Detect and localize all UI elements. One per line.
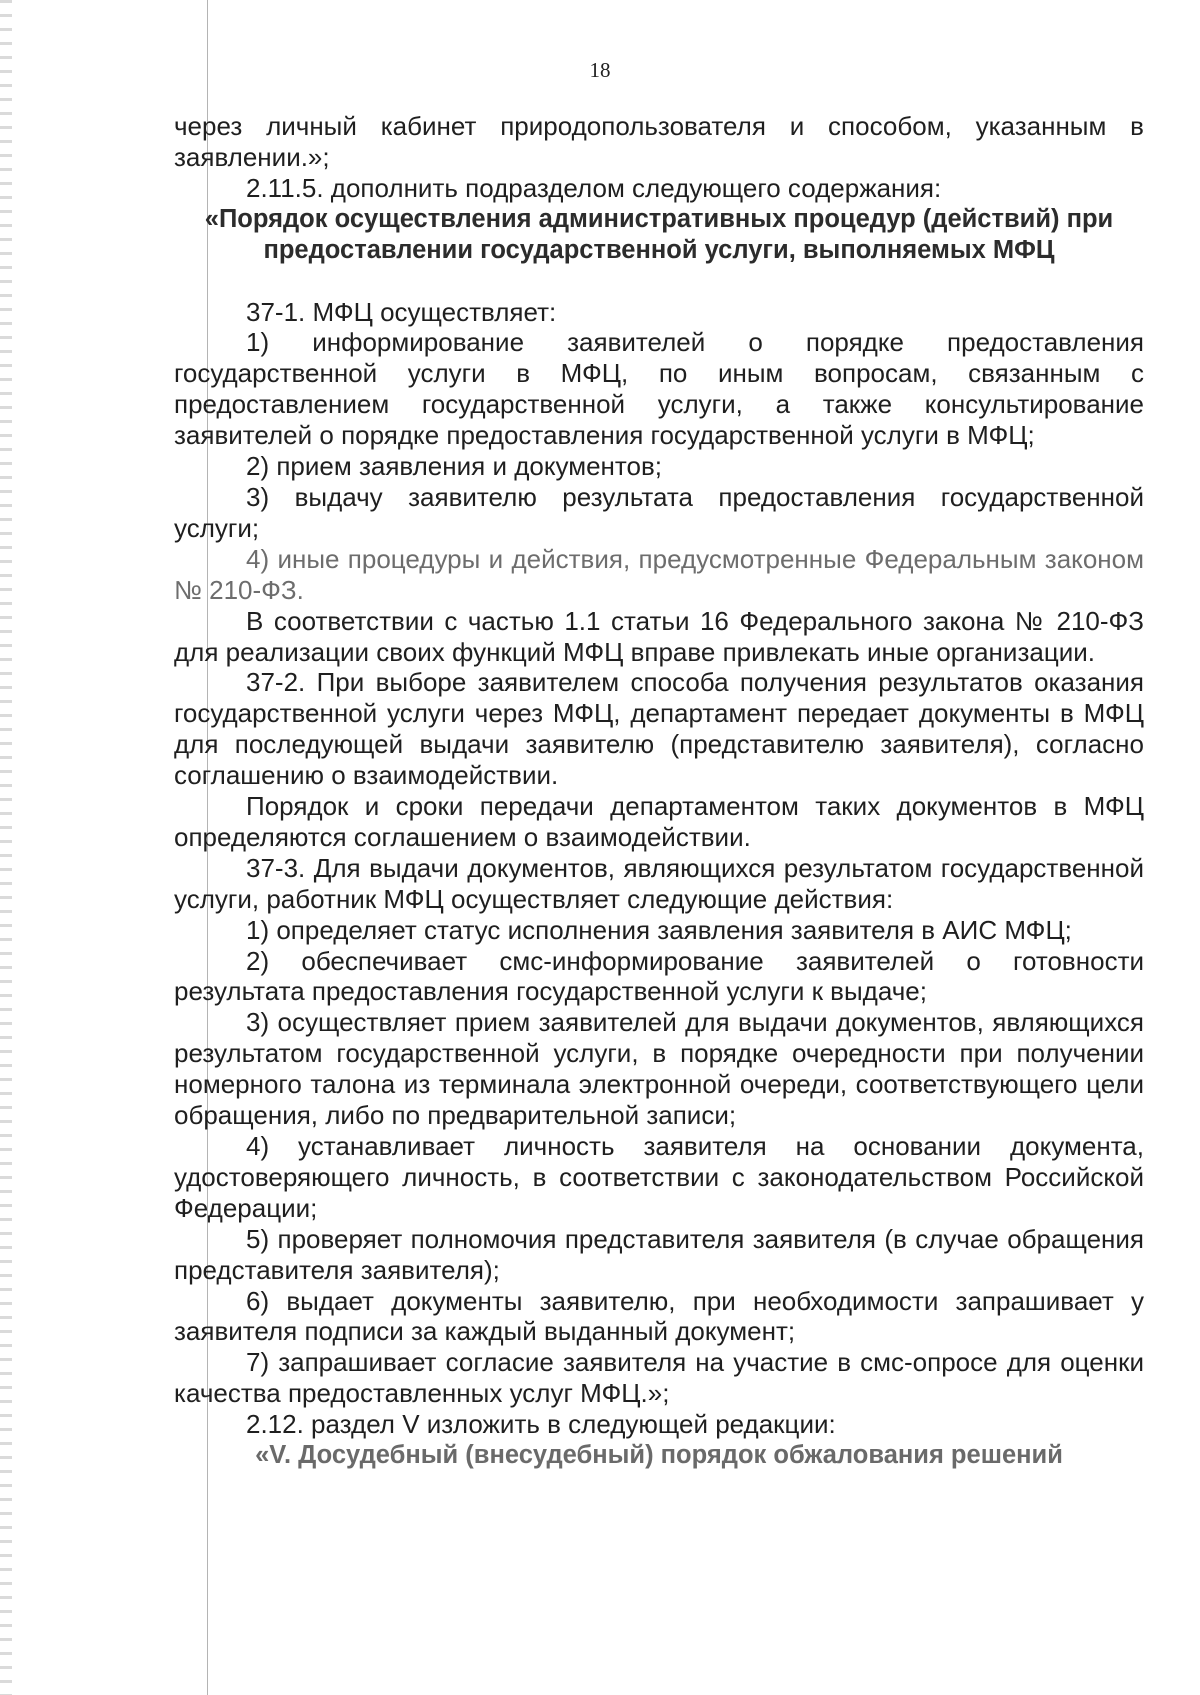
list-item-37-1-2: 2) прием заявления и документов; — [246, 451, 663, 482]
paragraph-37-3: 37-3. Для выдачи документов, являющихся результатом государственной услуги, работник МФЦ осуществляет следующие действия: — [174, 852, 1144, 914]
paragraph-2-12: 2.12. раздел V изложить в следующей редакции: — [246, 1409, 836, 1440]
section-heading-mfc-procedures: «Порядок осуществления административных процедур (действий) при предоставлении государственной услуги, выполняемых МФЦ — [204, 204, 1114, 264]
list-item-37-1-4: 4) иные процедуры и действия, предусмотренные Федеральным законом № 210-ФЗ. — [174, 543, 1144, 605]
section-heading-appeal: «V. Досудебный (внесудебный) порядок обжалования решений — [255, 1441, 1063, 1470]
blank-line — [174, 266, 1144, 297]
document-body — [174, 111, 1144, 1471]
list-item-37-3-5: 5) проверяет полномочия представителя заявителя (в случае обращения представителя заявителя); — [174, 1223, 1144, 1285]
paragraph-law-210: В соответствии с частью 1.1 статьи 16 Федерального закона № 210-ФЗ для реализации своих функций МФЦ вправе привлекать иные организации. — [174, 605, 1144, 667]
list-item-37-3-3: 3) осуществляет прием заявителей для выдачи документов, являющихся результатом государственной услуги, в порядке очередности при получении номерного талона из терминала электронной очереди, соответствующего цели обращения, либо по предварительной записи; — [174, 1007, 1144, 1131]
paragraph-2-11-5: 2.11.5. дополнить подразделом следующего содержания: — [246, 172, 942, 203]
scan-edge-artifact — [0, 0, 12, 1695]
paragraph-continuation: через личный кабинет природопользователя и способом, указанным в заявлении.»; — [174, 111, 1144, 172]
paragraph-37-2: 37-2. При выборе заявителем способа получения результатов оказания государственной услуги через МФЦ, департамент передает документы в МФЦ для последующей выдачи заявителю (представителю заявителя), согласно соглашению о взаимодействии. — [174, 667, 1144, 791]
list-item-37-1-1: 1) информирование заявителей о порядке предоставления государственной услуги в МФЦ, по иным вопросам, связанным с предоставлением государственной услуги, а также консультирование заявителей о порядке предоставления государственной услуги в МФЦ; — [174, 327, 1144, 451]
list-item-37-3-6: 6) выдает документы заявителю, при необходимости запрашивает у заявителя подписи за каждый выданный документ; — [174, 1285, 1144, 1347]
page-number: 18 — [589, 58, 611, 82]
list-item-37-3-1: 1) определяет статус исполнения заявления заявителя в АИС МФЦ; — [246, 914, 1072, 945]
paragraph-transfer-order: Порядок и сроки передачи департаментом таких документов в МФЦ определяются соглашением о взаимодействии. — [174, 791, 1144, 852]
list-item-37-3-4: 4) устанавливает личность заявителя на основании документа, удостоверяющего личность, в соответствии с законодательством Российской Федерации; — [174, 1131, 1144, 1223]
paragraph-37-1: 37-1. МФЦ осуществляет: — [246, 296, 557, 327]
list-item-37-3-2: 2) обеспечивает смс-информирование заявителей о готовности результата предоставления государственной услуги к выдаче; — [174, 945, 1144, 1007]
list-item-37-1-3: 3) выдачу заявителю результата предоставления государственной услуги; — [174, 481, 1144, 543]
list-item-37-3-7: 7) запрашивает согласие заявителя на участие в смс-опросе для оценки качества предоставленных услуг МФЦ.»; — [174, 1347, 1144, 1409]
